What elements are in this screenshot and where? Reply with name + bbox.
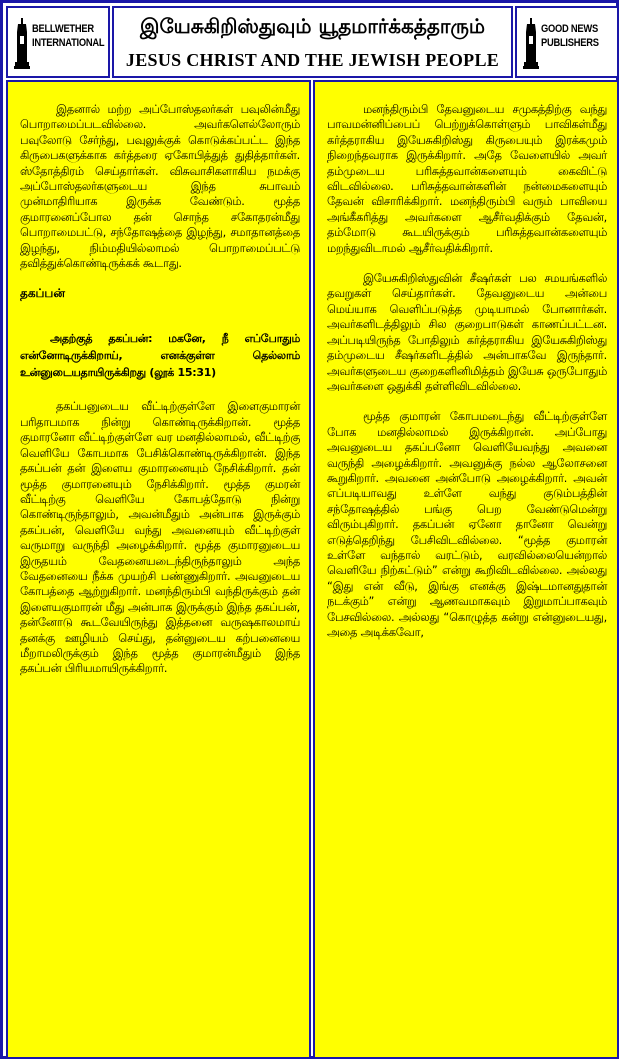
- section-heading: தகப்பன்: [20, 286, 65, 301]
- good-news-logo: [523, 18, 615, 70]
- left-column: [6, 80, 311, 1059]
- title-english: JESUS CHRIST AND THE JEWISH PEOPLE: [125, 50, 500, 70]
- paragraph: மனந்திரும்பி தேவனுடைய சமுகத்திற்கு வந்து பாவமன்னிப்பைப் பெற்றுக்கொள்ளும் பாவிகள்மீது கர்த்தராகிய இயேசுகிறிஸ்து கிருபையும் இரக்கமும் நிறைந்தவராக இருக்கிறார். அதே வேளையில் அவர் தம்முடைய பரிசுத்தவான்களையும் கைவிட்டு விடவில்லை. பரிசுத்தவான்களின் நன்மைகளையும் தேவன் விசாரிக்கிறார். மனந்திரும்பி வரும் பாவியை அங்கீகரித்து அவர்களை ஆசீர்வதிக்கும் தேவன், தம்மோடு கூடயிருக்கும் பரிசுத்தவான்களையும் மறந்துவிடாமல் ஆசீர்வதிக்கிறார்.: [327, 103, 607, 255]
- publisher-logo-box-right: [515, 6, 619, 78]
- bellwether-logo-text: BELLWETHER INTERNATIONAL: [32, 23, 105, 49]
- paragraph: இதனால் மற்ற அப்போஸ்தலர்கள் பவுலின்மீது பொறாமைப்படவில்லை. அவர்களெல்லோரும் பவுலோடு சேர்ந்து, பவுலுக்குக் கொடுக்கப்பட்ட இந்த கிருபைகளுக்காக கர்த்தரை ஏகோபித்துத் துதித்தார்கள். ஸ்தோத்திரம் செய்தார்கள். விசுவாசிகளாகிய நமக்கு அப்போஸ்தலர்களுடைய இந்த சுபாவம் முன்மாதிரியாக இருக்க வேண்டும். மூத்த குமாரனைப்போல தன் சொந்த சகோதரன்மீது பொறாமைபட்டு, சந்தோஷத்தை இழந்து, சமாதானத்தை இழந்து, நிம்மதியில்லாமல் பொறாமைப்பட்டு தவித்துக்கொண்டிருக்கக் கூடாது.: [20, 103, 300, 271]
- title-box: [112, 6, 513, 78]
- left-column-content: [20, 102, 300, 692]
- bell-tower-icon: [14, 18, 32, 70]
- paragraph: இயேசுகிறிஸ்துவின் சீஷர்கள் பல சமயங்களில் தவறுகள் செய்தார்கள். தேவனுடைய அன்பை மெய்யாக வெளிப்படுத்த முடியாமல் போனார்கள். அவர்களிடத்திலும் சில குறைபாடுகள் காணப்பட்டன. அப்படியிருந்த போதிலும் கர்த்தராகிய இயேசுகிறிஸ்து தம்முடைய சீஷர்களிடத்தில் அன்பாகவே இருந்தார். அவர்களுடைய குறைகளினிமித்தம் இயேசு ஒருபோதும் அவர்களை ஒதுக்கி தள்ளிவிடவில்லை.: [327, 272, 607, 393]
- title-tamil: இயேசுகிறிஸ்துவும் யூதமார்க்கத்தாரும்: [139, 14, 486, 38]
- paragraph: மூத்த குமாரன் கோபமடைந்து வீட்டிற்குள்ளே போக மனதில்லாமல் இருக்கிறான். அப்போது அவனுடைய தகப்பனோ வெளியேவந்து அவனை வருந்தி அழைக்கிறார். அவனுக்கு நல்ல ஆலோசனை கூறுகிறார். அவனை அன்போடு அழைக்கிறார். அவன் எப்படியாவது உள்ளே வந்து குடும்பத்தின் சந்தோஷத்தில் பங்கு பெற வேண்டுமென்று விரும்புகிறார். தகப்பன் ஏனோ தானோ வென்று எடுத்தெறிந்து பேசிவிடவில்லை. “மூத்த குமாரன் உள்ளே வந்தால் வரட்டும், வரவில்லையென்றால் வெளியே நிற்கட்டும்” என்று கூறிவிடவில்லை. அல்லது “இது என் வீடு, இங்கு எனக்கு இஷ்டமானதுதான் நடக்கும்” என்று ஆணவமாகவும் இறுமாப்பாகவும் பேசவில்லை. அல்லது “கொழுத்த கன்று என்னுடையது, அதை அடிக்கவோ,: [327, 410, 607, 639]
- paragraph: தகப்பனுடைய வீட்டிற்குள்ளே இளைகுமாரன் பரிதாபமாக நின்று கொண்டிருக்கிறான். மூத்த குமாரனோ வீட்டிற்குள்ளே வர மனதில்லாமல், வீட்டிற்கு வெளியே கோபமாக பேசிக்கொண்டிருக்கிறான். இந்த தகப்பன் தன் இளைய குமாரனையும் நேசிக்கிறார். தன் மூத்த குமாரனையும் நேசிக்கிறார். மூத்த குமரன் வீட்டிற்கு வெளியே கோபத்தோடு நின்று கொண்டிருந்தாலும், அவன்மீதும் அன்பாக இருக்கும் தகப்பன், வெளியே வந்து அவனையும் வீட்டிற்குள் வருமாறு வருந்தி அழைக்கிறார். மூத்த குமாரனுடைய இருதயம் வேதனையடைந்திருந்தாலும் அந்த வேதனையை நீக்க முயற்சி பண்ணுகிறார். அவனுடைய கோபத்தை ஆற்றுகிறார். மனந்திரும்பி வந்திருக்கும் தன் இளையகுமாரன் மீது அன்பாக இருக்கும் இந்த தகப்பன், தன்னோடு கூடவேயிருந்து இத்தனை வருஷகாலமாய் தனக்கு ஊழியம் செய்து, தன்னுடைய கற்பனையை மீறாமலிருக்கும் இந்த மூத்த குமாரன்மீதும் இந்த தகப்பன் பிரியமாயிருக்கிறார்.: [20, 400, 300, 676]
- right-column-content: [327, 102, 607, 655]
- publisher-logo-box-left: [6, 6, 110, 78]
- scripture-quote: அதற்குத் தகப்பன்: மகனே, நீ எப்போதும் என்னோடிருக்கிறாய், எனக்குள்ள தெல்லாம் உன்னுடையதாயிருக்கிறது (லூக் 15:31): [20, 332, 300, 380]
- bell-tower-icon: [523, 18, 541, 70]
- good-news-logo-text: GOOD NEWS PUBLISHERS: [541, 23, 599, 49]
- header: [6, 6, 619, 78]
- right-column: [313, 80, 619, 1059]
- bellwether-logo: [14, 18, 106, 70]
